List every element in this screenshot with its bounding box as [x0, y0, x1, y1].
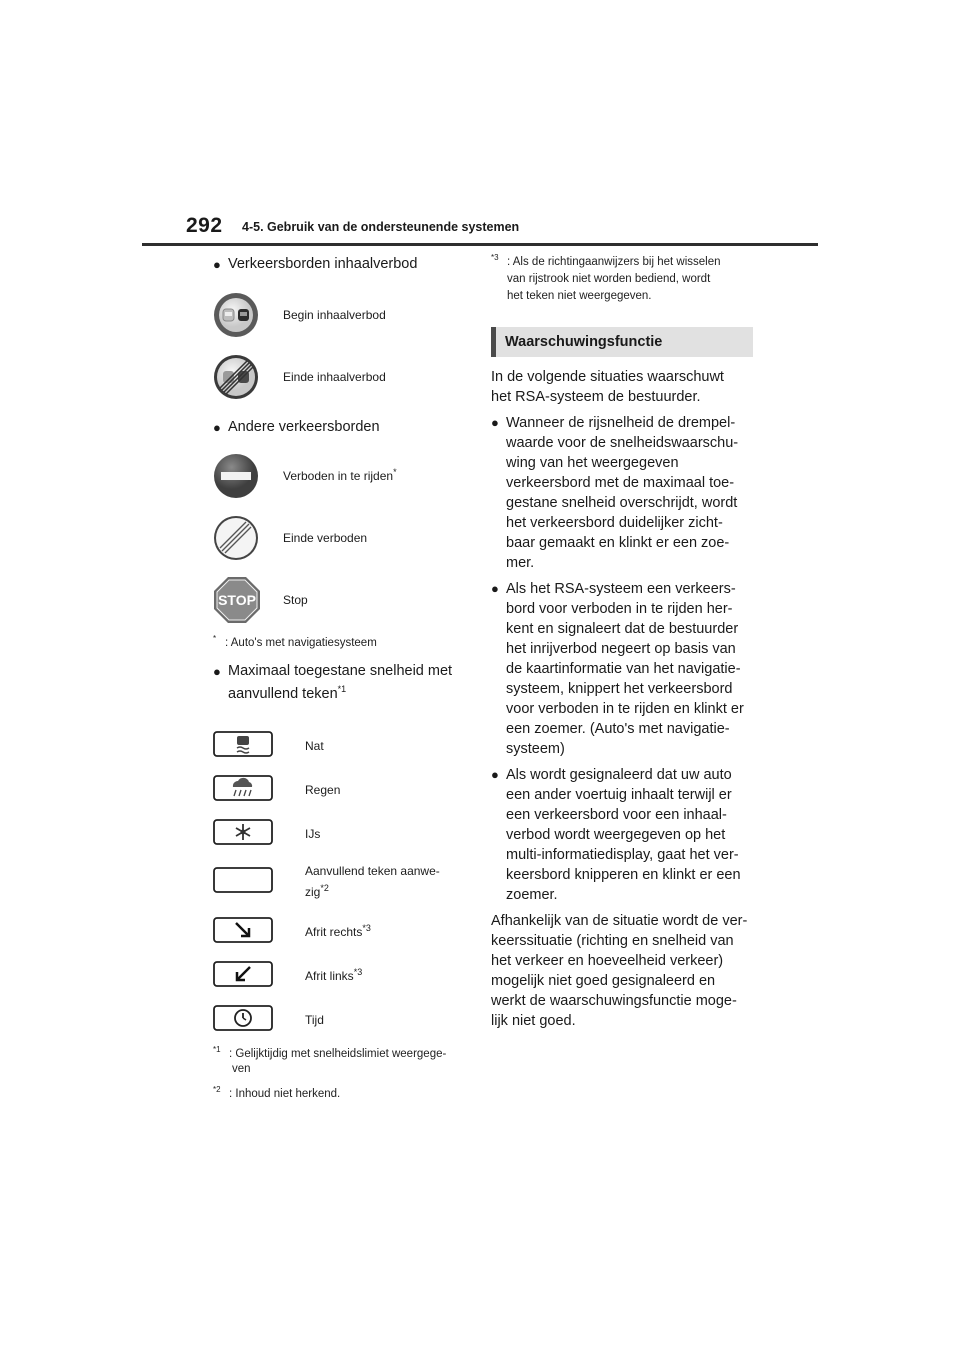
section-speed-limit-heading: ● Maximaal toegestane snelheid met aanvullend teken$^{*1}$ — [213, 663, 453, 702]
intro-paragraph: In de volgende situaties waarschuwt het RSA-systeem de bestuurder. — [491, 369, 724, 405]
sign-row — [213, 452, 473, 500]
sign-label: Verboden in te rijden* — [283, 466, 397, 483]
sign-label: Einde verboden — [283, 530, 368, 545]
sign-label: Einde inhaalverbod — [283, 369, 386, 384]
plate-label: Nat — [305, 738, 324, 753]
bullet-icon: ● — [491, 581, 499, 596]
section-title: Andere verkeersborden — [228, 419, 380, 435]
plate-label: Tijd — [305, 1012, 324, 1027]
sign-row — [213, 576, 473, 624]
section-header-warning-function — [491, 327, 753, 357]
list-item: ● Wanneer de rijsnelheid de drempel- waarde voor de snelheidswaarschu- wing van het weergegeven verkeersbord met de maximaal toe- gestane snelheid overschrijdt, wordt het verkeersbord duidelijker zicht- baar gemaakt en klinkt er een zoe- mer. — [491, 415, 739, 571]
list-item: ● Als wordt gesignaleerd dat uw auto een ander voertuig inhaalt terwijl er een verkeersbord voor een inhaal- verbod wordt weergegeven op het multi-informatiedisplay, gaat het ver- keersbord knipperen en klinkt er een zoemer. — [491, 767, 741, 903]
plate-row — [213, 917, 473, 947]
plate-label: Regen — [305, 782, 341, 797]
clock-plate-icon — [213, 1005, 305, 1036]
plate-row — [213, 861, 473, 903]
exit-left-plate-icon — [213, 961, 305, 992]
sign-label: Stop — [283, 592, 308, 607]
bullet-icon: ● — [213, 664, 221, 679]
footnote: $^{*3}$ : Als de richtingaanwijzers bij het wisselen van rijstrook niet worden bediend, wordt het teken niet weergegeven. — [491, 253, 721, 302]
section-no-overtaking-heading — [213, 254, 473, 275]
footnote: $^{*2}$ : Inhoud niet herkend. — [213, 1085, 341, 1100]
section-title: Waarschuwingsfunctie — [505, 334, 663, 350]
right-column — [491, 254, 753, 1031]
no-overtaking-sign-icon — [213, 292, 283, 338]
bullet-icon: ● — [213, 420, 221, 435]
blank-plate-icon — [213, 867, 305, 898]
chapter-title: 4-5. Gebruik van de ondersteunende systemen — [242, 220, 520, 234]
plate-row — [213, 819, 473, 849]
plate-label: Afrit rechts$^{*3}$ — [305, 922, 371, 939]
sign-row — [213, 514, 473, 562]
section-title: Verkeersborden inhaalverbod — [228, 256, 418, 272]
section-other-signs-heading — [213, 417, 473, 438]
page-number: 292 — [186, 214, 223, 237]
sign-row — [213, 291, 473, 339]
bullet-icon: ● — [213, 257, 221, 272]
no-entry-sign-icon — [213, 453, 283, 499]
end-no-overtaking-sign-icon — [213, 354, 283, 400]
list-item: ● Als het RSA-systeem een verkeers- bord voor verboden in te rijden her- kent en signaleert dat de bestuurder het inrijverbod negeert op basis van de kaartinformatie van het navigatie- systeem, knippert het verkeersbord voor verboden in te rijden en klinkt er een zoemer. (Auto's met navigatie- systeem) — [491, 581, 744, 757]
footnote: * : Auto's met navigatiesysteem — [213, 634, 377, 649]
stop-sign-text: STOP — [218, 592, 256, 608]
wet-road-plate-icon — [213, 731, 305, 762]
stop-sign-icon — [213, 576, 283, 624]
plate-label: IJs — [305, 826, 321, 841]
plate-row — [213, 1005, 473, 1035]
bullet-icon: ● — [491, 415, 499, 430]
exit-right-plate-icon — [213, 917, 305, 948]
sign-row — [213, 353, 473, 401]
plate-label: Afrit links$^{*3}$ — [305, 966, 363, 983]
sign-label: Begin inhaalverbod — [283, 307, 386, 322]
closing-paragraph: Afhankelijk van de situatie wordt de ver- keerssituatie (richting en snelheid van het verkeer en hoeveelheid verkeer) mogelijk niet goed gesignaleerd en werkt de waarschuwingsfunctie moge- lijk niet goed. — [491, 913, 748, 1029]
ice-plate-icon — [213, 819, 305, 850]
footnote: $^{*1}$ : Gelijktijdig met snelheidslimiet weergege- ven — [213, 1045, 447, 1075]
plate-label: Aanvullend teken aanwe- zig$^{*2}$ — [305, 864, 440, 899]
end-restrictions-sign-icon — [213, 515, 283, 561]
plate-row — [213, 775, 473, 805]
bullet-icon: ● — [491, 767, 499, 782]
rain-plate-icon — [213, 775, 305, 806]
header-rule — [142, 243, 818, 246]
plate-row — [213, 961, 473, 991]
left-column — [213, 254, 473, 1102]
plate-row — [213, 731, 473, 761]
